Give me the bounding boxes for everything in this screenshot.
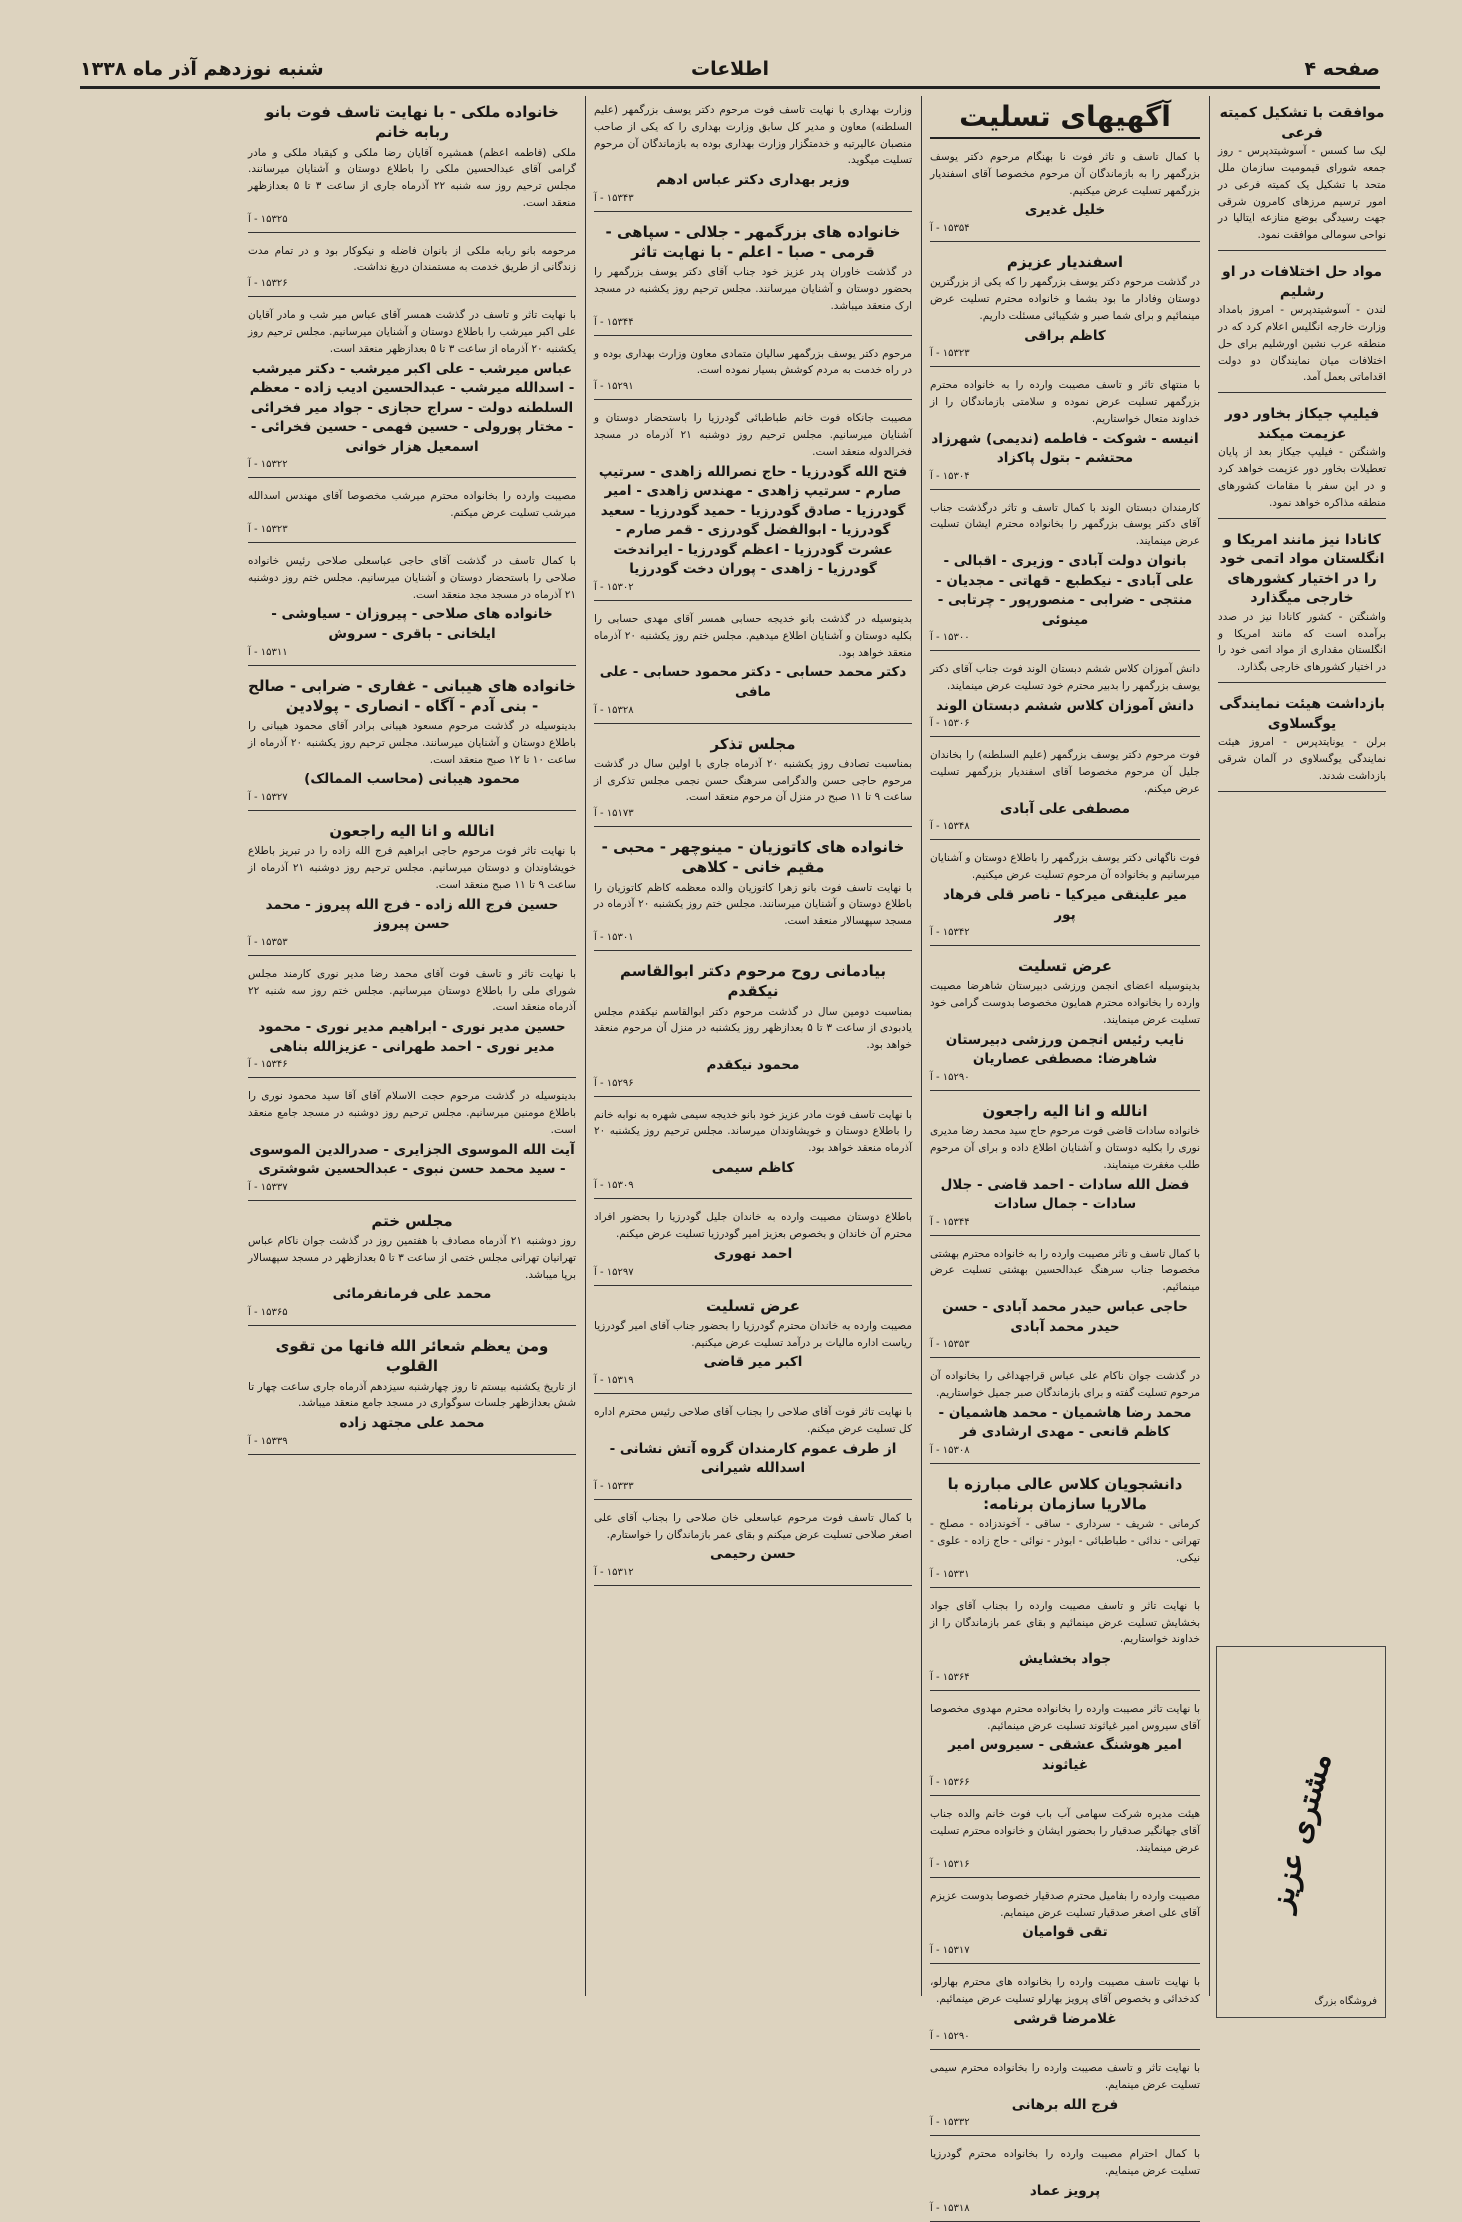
notice-body: با نهایت تاسف فوت بانو زهرا کاتوزیان والده معظمه کاظم کاتوزیان را باطلاع دوستان و آشنایان میرسانند. مجلس ختم روز یکشنبه ۲۰ آذرماه در مسجد سپهسالار منعقد است. (594, 881, 913, 928)
notice-signature: محمد علی مجتهد زاده (339, 1415, 485, 1432)
page-number: صفحه ۴ (1304, 58, 1380, 80)
notice-code: ۱۵۳۰۱ - آ (594, 932, 634, 944)
notice-body: ملکی (فاطمه اعظم) همشیره آقایان رضا ملکی و کیقباد ملکی و مادر گرامی آقای عبدالحسین ملکی را باطلاع دوستان و آشنایان میرسانند. مجلس ترحیم روز سه شنبه ۲۲ آذرماه جاری از ساعت ۳ تا ۵ بعدازظهر منعقد است. (248, 146, 576, 209)
notice-body: بدینوسیله در گذشت مرحوم مسعود هیبانی برادر آقای محمود هیبانی را باطلاع دوستان و آشنایان میرسانند. مجلس ترحیم روز یکشنبه ۲۰ آذرماه از ساعت ۱۰ تا ۱۲ صبح منعقد است. (248, 720, 576, 766)
notice-title: مجلس تذکر (710, 734, 796, 753)
notice-body: در گذشت مرحوم دکتر یوسف بزرگمهر را که یکی از بزرگترین دوستان وفادار ما بود بشما و خانواده محترم تسلیت عرض مینمائیم و برای شما صبر و شکیبائی مسئلت داریم. (930, 276, 1200, 322)
notice-body: با منتهای تاثر و تاسف مصیبت وارده را به خانواده محترم بزرگمهر تسلیت عرض نموده و سلامتی بازماندگان را از خداوند متعال خواستاریم. (930, 379, 1200, 425)
notice-code: ۱۵۳۰۶ - آ (930, 718, 970, 730)
newspaper-name: اطلاعات (690, 58, 770, 80)
condolence-notice (248, 96, 576, 233)
condolence-notice (930, 655, 1200, 737)
notice-body: با نهایت تاثر و تاسف مصیبت وارده را بخانواده محترم سیمی تسلیت عرض مینمایم. (930, 2062, 1200, 2091)
notice-code: ۱۵۳۲۸ - آ (594, 704, 634, 716)
condolence-notice (248, 1082, 576, 1201)
condolence-column-1 (924, 96, 1206, 2215)
notice-signature: محمد علی فرمانفرمائی (332, 1286, 492, 1303)
news-body: لندن - آسوشیتدپرس - امروز بامداد وزارت خارجه انگلیس اعلام کرد که در منطقه عرب نشین اورشلیم برای حل اختلافات میان نمایندگان دو دولت اقداماتی بعمل آمد. (1218, 304, 1386, 384)
notice-body: بمناسبت دومین سال در گذشت مرحوم دکتر ابوالقاسم نیکقدم مجلس یادبودی از ساعت ۳ تا ۵ بعدازظهر روز یکشنبه در منزل آن مرحوم منعقد خواهد بود. (594, 1005, 912, 1052)
notice-title: انالله و انا الیه راجعون (982, 1101, 1148, 1120)
notice-signature: پرویز عماد (1029, 2182, 1101, 2199)
notice-body: کرمانی - شریف - سرداری - ساقی - آخوندزاده - مصلح - تهرانی - ندائی - طباطبائی - ابوذر - نوائی - حاج زاده - علوی - نیکی. (930, 1518, 1200, 1564)
notice-signature: وزیر بهداری دکتر عباس ادهم (656, 172, 850, 189)
notice-code: ۱۵۳۰۴ - آ (930, 470, 970, 482)
condolence-notice (930, 1095, 1200, 1236)
notice-code: ۱۵۳۲۲ - آ (248, 459, 288, 471)
condolence-column-2 (588, 96, 918, 2016)
notice-body: با نهایت تاسف فوت مادر عزیز خود بانو خدیجه سیمی شهره به نوابه خانم را باطلاع دوستان و خویشاوندان میرساند. مجلس ترحیم روز یکشنبه ۲۰ آذرماه منعقد خواهد بود. (594, 1108, 912, 1155)
notice-signature: کاظم براقی (1024, 327, 1106, 344)
notice-signature: میر علینقی میرکیا - ناصر قلی فرهاد پور (942, 887, 1188, 923)
notice-body: باطلاع دوستان مصیبت وارده به خاندان جلیل گودرزیا را بحضور افراد محترم آن خاندان و بخصوص بعزیز امیر گودرزیا تسلیت عرض میکنم. (594, 1211, 912, 1241)
notice-body: فوت ناگهانی دکتر یوسف بزرگمهر را باطلاع دوستان و آشنایان میرسانیم و بخانواده آن مرحوم تسلیت عرض میکنیم. (930, 852, 1200, 882)
notice-body: بدینوسیله در گذشت بانو خدیجه حسابی همسر آقای مهدی حسابی را بکلیه دوستان و آشنایان اطلاع میدهیم. مجلس ختم روز یکشنبه ۲۰ آذرماه منعقد خواهد بود. (594, 613, 912, 659)
notice-body: مصیبت وارده را بفامیل محترم صدقیار خصوصا بدوست عزیزم آقای علی اصغر صدقیار تسلیت عرض مینمایم. (930, 1889, 1200, 1919)
notice-body: با نهایت تاسف مصیبت وارده را بخانواده های محترم بهارلو، کدخدائی و بخصوص آقای پرویز بهارلو تسلیت عرض مینمائیم. (930, 1976, 1200, 2005)
notice-title: اسفندیار عزیزم (1006, 252, 1124, 271)
notice-code: ۱۵۲۹۱ - آ (594, 381, 634, 393)
notice-body: مرحومه بانو ربابه ملکی از بانوان فاضله و نیکوکار بود و در تمام مدت زندگانی از طریق خدمت به مستمندان دریغ نداشت. (248, 244, 576, 274)
condolence-notice (248, 670, 576, 811)
news-item (1218, 523, 1386, 684)
notice-code: ۱۵۳۴۶ - آ (248, 1059, 288, 1071)
notice-body: با کمال تاسف و تاثر فوت نا بهنگام مرحوم دکتر یوسف بزرگمهر را به بازماندگان آن مرحوم مخصوصا آقای اسفندیار بزرگمهر تسلیت عرض میکنیم. (930, 151, 1200, 197)
condolence-notice (248, 1205, 576, 1326)
notice-title: خانواده ملکی - با نهایت تاسف فوت بانو ربابه خانم (265, 103, 559, 142)
notice-body: بمناسبت تصادف روز یکشنبه ۲۰ آذرماه جاری با اولین سال در گذشت مرحوم حاجی حسن والدگرامی سرهنگ حسن نجمی مجلس تذکری از ساعت ۹ تا ۱۱ صبح در منزل آن مرحوم منعقد است. (594, 757, 912, 804)
notice-body: بدینوسیله اعضای انجمن ورزشی دبیرستان شاهرضا مصیبت وارده را بخانواده محترم همایون مخصوصا بدوست گرامی خود تسلیت عرض مینمایند. (930, 980, 1200, 1026)
column-divider (921, 96, 922, 1996)
condolence-notice (930, 844, 1200, 946)
news-title: بازداشت هیئت نمایندگی یوگسلاوی (1218, 696, 1386, 732)
notice-code: ۱۵۳۵۴ - آ (930, 222, 970, 234)
condolence-notice (594, 1398, 912, 1500)
condolence-notice (930, 1240, 1200, 1359)
notice-signature: حسن رحیمی (709, 1546, 797, 1563)
condolence-notice (930, 1882, 1200, 1964)
notice-body: با نهایت تاثر و تاسف فوت آقای محمد رضا مدیر نوری کارمند مجلس شورای ملی را باطلاع دوستان میرسانیم. مجلس ختم روز سه شنبه ۲۲ آذرماه منعقد است. (248, 967, 576, 1014)
notice-body: با کمال تاسف فوت مرحوم عباسعلی خان صلاحی را بجناب آقای علی اصغر صلاحی تسلیت عرض میکنم و بقای عمر بازماندگان را خواستارم. (594, 1511, 912, 1541)
condolence-notice (594, 1290, 912, 1394)
notice-signature: خانواده های صلاحی - پیروزان - سیاوشی - ایلخانی - باقری - سروش (271, 606, 553, 643)
notice-signature: محمود هیبانی (محاسب الممالک) (304, 771, 520, 788)
notice-signature: اکبر میر قاضی (703, 1354, 803, 1371)
notice-title: مجلس ختم (371, 1211, 453, 1230)
notice-body: با نهایت تاثر مصیبت وارده را بخانواده محترم مهدوی مخصوصا آقای سیروس امیر غیاثوند تسلیت عرض مینمائیم. (930, 1702, 1200, 1732)
notice-code: ۱۵۲۹۷ - آ (594, 1266, 634, 1278)
notice-signature: امیر هوشنگ عشقی - سیروس امیر غیاثوند (948, 1737, 1182, 1773)
condolence-notice (594, 1203, 912, 1285)
notice-title: خانواده های بزرگمهر - جلالی - سپاهی - قرمی - صبا - اعلم - با نهایت تاثر (605, 222, 901, 261)
notice-code: ۱۵۳۶۵ - آ (248, 1307, 288, 1319)
condolence-notice (930, 1695, 1200, 1797)
notice-signature: کاظم سیمی (711, 1159, 795, 1176)
notice-body: مصیبت وارده را بخانواده محترم میرشب مخصوصا آقای مهندس اسدالله میرشب تسلیت عرض میکنم. (248, 490, 576, 520)
notice-code: ۱۵۳۴۸ - آ (930, 821, 970, 833)
notice-body: در گذشت جوان ناکام علی عباس قراجهداغی را بخانواده آن مرحوم تسلیت گفته و برای بازماندگان صبر جمیل خواستاریم. (930, 1370, 1200, 1399)
notice-code: ۱۵۳۰۰ - آ (930, 632, 970, 644)
notice-signature: از طرف عموم کارمندان گروه آتش نشانی - اسدالله شیرانی (609, 1440, 897, 1477)
condolence-notice (594, 340, 912, 401)
notice-body: مصیبت جانکاه فوت خانم طباطبائی گودرزیا را باستحضار دوستان و آشنایان میرسانیم. مجلس ترحیم روز دوشنبه ۲۱ آذرماه در مسجد فخرالدوله منعقد است. (594, 412, 912, 458)
notice-code: ۱۵۲۹۰ - آ (930, 2031, 970, 2043)
notice-signature: فرج الله برهانی (1011, 2096, 1119, 2113)
notice-code: ۱۵۳۲۶ - آ (248, 278, 288, 290)
condolence-notice (930, 1362, 1200, 1464)
ad-headline: مشتری عزیز (1263, 1749, 1339, 1915)
notice-signature: آیت الله الموسوی الجزایری - صدرالدین الموسوی - سید محمد حسن نبوی - عبدالحسین شوشتری (249, 1141, 575, 1178)
notice-code: ۱۵۳۳۹ - آ (248, 1435, 288, 1447)
notice-title: انالله و انا الیه راجعون (329, 822, 495, 841)
notice-signature: جواد بخشایش (1018, 1651, 1112, 1668)
notice-code: ۱۵۳۴۴ - آ (930, 1216, 970, 1228)
notice-list (930, 143, 1200, 2222)
notice-body: با کمال احترام مصیبت وارده را بخانواده محترم گودرزیا تسلیت عرض مینمایم. (930, 2148, 1200, 2178)
notice-signature: فتح الله گودرزیا - حاج نصرالله زاهدی - سرتیپ صارم - سرتیپ زاهدی - مهندس زاهدی - امیر گودرزیا - صادق گودرزیا - حمید گودرزیا - سعید گودرزیا - ابوالفضل گودرزی - قمر صارم - عشرت گودرزیا - اعظم گودرزیا - ایراندخت گودرزیا - زاهدی - پوران دخت گودرزیا (598, 463, 908, 578)
notice-signature: دکتر محمد حسابی - دکتر محمود حسابی - علی مافی (599, 664, 907, 700)
notice-title: بیادمانی روح مرحوم دکتر ابوالقاسم نیکقدم (619, 962, 887, 1001)
news-item (1218, 397, 1386, 518)
news-body: برلن - یونایتدپرس - امروز هیئت نمایندگی یوگسلاوی در آلمان شرقی بازداشت شدند. (1218, 736, 1386, 782)
notice-signature: فضل الله سادات - احمد قاضی - جلال سادات - جمال سادات (940, 1176, 1190, 1213)
issue-date: شنبه نوزدهم آذر ماه ۱۳۳۸ (80, 58, 324, 80)
news-title: فیلیپ جیکاز بخاور دور عزیمت میکند (1224, 406, 1380, 442)
notice-code: ۱۵۳۴۳ - آ (594, 192, 634, 204)
condolence-notice (930, 246, 1200, 367)
condolence-notice (594, 728, 912, 828)
condolence-notice (930, 1468, 1200, 1588)
notice-body: هیئت مدیره شرکت سهامی آب باب فوت خانم والده جناب آقای جهانگیر صدقیار را بحضور ایشان و خانواده محترم تسلیت عرض مینمایند. (930, 1808, 1200, 1855)
condolence-notice (594, 96, 912, 212)
condolence-notice (594, 605, 912, 724)
notice-code: ۱۵۳۱۱ - آ (248, 646, 288, 658)
condolence-notice (248, 482, 576, 543)
notice-body: مصیبت وارده به خاندان محترم گودرزیا را بحضور جناب آقای امیر گودرزیا ریاست اداره مالیات بر درآمد تسلیت عرض میکنیم. (594, 1319, 912, 1349)
condolence-notice (930, 2140, 1200, 2222)
notice-signature: دانش آموزان کلاس ششم دبستان الوند (936, 697, 1194, 714)
notice-body: با نهایت تاثر و تاسف در گذشت همسر آقای عباس میر شب و مادر آقایان علی اکبر میرشب را باطلاع دوستان و آشنایان میرسانیم. مجلس ترحیم روز یکشنبه ۲۰ آذرماه از ساعت ۳ تا ۵ بعدازظهر منعقد است. (248, 309, 576, 355)
condolence-column-3 (242, 96, 582, 2016)
condolence-notice (248, 815, 576, 956)
notice-body: در گذشت خاوران پدر عزیز خود جناب آقای دکتر یوسف بزرگمهر را بحضور دوستان و آشنایان میرسانند. مجلس ترحیم روز یکشنبه در مسجد ارک منعقد میباشد. (594, 266, 912, 312)
condolence-notice (930, 1592, 1200, 1691)
notice-code: ۱۵۳۰۸ - آ (930, 1444, 970, 1456)
notice-code: ۱۵۳۲۵ - آ (248, 213, 288, 225)
notice-body: مرحوم دکتر یوسف بزرگمهر سالیان متمادی معاون وزارت بهداری بوده و در راه خدمت به مردم کوشش بسیار نموده است. (594, 347, 912, 377)
notice-signature: احمد نهوری (713, 1246, 793, 1263)
notice-body: با کمال تاسف در گذشت آقای حاجی عباسعلی صلاحی رئیس خانواده صلاحی را باستحضار دوستان و آشنایان میرسانیم. مجلس ختم روز دوشنبه ۲۱ آذرماه در مسجد مجد منعقد است. (248, 555, 576, 601)
notice-title: ومن یعظم شعائر الله فانها من تقوی القلوب (275, 1337, 549, 1376)
notice-signature: بانوان دولت آبادی - وزیری - اقبالی - علی آبادی - نیکطبع - قهاتی - مجدیان - منتجی - ضرابی - منصورپور - چرتابی - مینوئی (936, 553, 1194, 628)
notice-signature: حسین مدیر نوری - ابراهیم مدیر نوری - محمود مدیر نوری - احمد طهرانی - عزیزالله بناهی (258, 1019, 566, 1055)
notice-signature: محمد رضا هاشمیان - محمد هاشمیان - کاظم قانعی - مهدی ارشادی فر (938, 1404, 1192, 1441)
advertisement-box (1216, 1646, 1386, 2018)
notice-title: خانواده های کاتوزیان - مینوچهر - محبی - مقیم خانی - کلاهی (601, 838, 905, 877)
notice-signature: حاجی عباس حیدر محمد آبادی - حسن حیدر محمد آبادی (942, 1299, 1188, 1335)
notice-body: با نهایت تاثر فوت مرحوم حاجی ابراهیم فرج الله زاده را در تبریز باطلاع خویشاوندان و دوستان میرسانیم. مجلس ترحیم روز دوشنبه ۲۱ آذرماه از ساعت ۹ تا ۱۱ صبح منعقد است. (248, 845, 576, 891)
notice-signature: تقی قوامیان (1022, 1924, 1108, 1941)
notice-code: ۱۵۲۹۶ - آ (594, 1077, 634, 1089)
notice-body: با کمال تاسف و تاثر مصیبت وارده را به خانواده محترم بهشتی مخصوصا جناب سرهنگ عبدالحسین بهشتی تسلیت عرض مینمائیم. (930, 1247, 1200, 1294)
condolence-notice (594, 1504, 912, 1586)
page-header (80, 52, 1380, 89)
condolence-notice (594, 955, 912, 1096)
notice-code: ۱۵۳۶۴ - آ (930, 1671, 970, 1683)
news-item (1218, 687, 1386, 792)
condolence-notice (930, 950, 1200, 1091)
notice-code: ۱۵۳۱۹ - آ (594, 1375, 634, 1387)
notice-body: وزارت بهداری با نهایت تاسف فوت مرحوم دکتر یوسف بزرگمهر (علیم السلطنه) معاون و مدیر کل سابق وزارت بهداری را که یکی از صاحب منصبان عالیرتبه و خدمتگزار وزارت بهداری بوده به بازماندگان آن مرحوم تسلیت میگوید. (594, 104, 912, 167)
column-divider (1209, 96, 1210, 1996)
notice-code: ۱۵۳۳۱ - آ (930, 1568, 970, 1580)
notice-code: ۱۵۳۰۹ - آ (594, 1180, 634, 1192)
notice-code: ۱۵۳۵۳ - آ (248, 936, 288, 948)
notice-code: ۱۵۳۴۴ - آ (594, 316, 634, 328)
condolence-notice (930, 1800, 1200, 1877)
notice-code: ۱۵۳۱۸ - آ (930, 2203, 970, 2215)
notice-signature: حسین فرج الله زاده - فرج الله پیروز - محمد حسن پیروز (265, 896, 559, 933)
news-title: مواد حل اختلافات در او رشلیم (1222, 263, 1382, 300)
news-item (1218, 255, 1386, 393)
notice-code: ۱۵۳۲۷ - آ (248, 792, 288, 804)
notice-body: از تاریخ یکشنبه بیستم تا روز چهارشنبه سیزدهم آذرماه جاری ساعت چهار تا شش بعدازظهر جلسات سوگواری در مسجد جامع منعقد میباشد. (248, 1380, 576, 1410)
condolence-notice (594, 216, 912, 336)
notice-body: با نهایت تاثر و تاسف مصیبت وارده را بجناب آقای جواد بخشایش تسلیت عرض مینمائیم و بقای عمر بازماندگان را از خداوند خواستاریم. (930, 1599, 1200, 1646)
notice-title: عرض تسلیت (706, 1296, 800, 1315)
condolence-notice (594, 831, 912, 951)
news-body: واشنگتن - فیلیپ جیکاز بعد از پایان تعطیلات بخاور دور عزیمت خواهد کرد و در این سفر با مقامات کشورهای منطقه مذاکره خواهد نمود. (1218, 446, 1386, 509)
notice-body: بدینوسیله در گذشت مرحوم حجت الاسلام آقای آقا سید محمود نوری را باطلاع مومنین میرسانیم. مجلس ترحیم روز دوشنبه در مسجد جامع منعقد است. (248, 1090, 576, 1136)
news-title: موافقت با تشکیل کمیته فرعی (1219, 105, 1385, 141)
notice-code: ۱۵۳۶۶ - آ (930, 1777, 970, 1789)
column-divider (585, 96, 586, 1996)
news-title: کانادا نیز مانند امریکا و انگلستان مواد اتمی خود را در اختیار کشورهای خارجی میگذارد (1219, 531, 1385, 607)
notice-code: ۱۵۳۲۳ - آ (248, 524, 288, 536)
condolence-notice (248, 1330, 576, 1455)
news-body: لیک سا کسس - آسوشیتدپرس - روز جمعه شورای قیمومیت سازمان ملل متحد با تشکیل یک کمیته فرعی در امور ترسیم مرزهای کامرون شرقی جهت رسیدگی بوضع منازعه ایتالیا در نواحی سومالی موافقت نمود. (1218, 145, 1386, 242)
condolence-notice (248, 547, 576, 666)
notice-signature: مصطفی علی آبادی (999, 800, 1131, 817)
notice-code: ۱۵۳۲۳ - آ (930, 348, 970, 360)
notice-code: ۱۵۱۷۳ - آ (594, 808, 634, 820)
ad-subtext: فروشگاه بزرگ (1314, 1996, 1377, 2007)
notice-body: کارمندان دبستان الوند با کمال تاسف و تاثر درگذشت جناب آقای دکتر یوسف بزرگمهر را بخانواده محترم ایشان تسلیت عرض مینمایند. (930, 501, 1200, 548)
section-title: آگهیهای تسلیت (930, 96, 1200, 139)
condolence-notice (248, 960, 576, 1079)
condolence-notice (594, 1101, 912, 1200)
notice-title: دانشجویان کلاس عالی مبارزه با مالاریا سازمان برنامه: (947, 1474, 1183, 1514)
notice-signature: خلیل غدیری (1024, 202, 1106, 219)
news-item (1218, 96, 1386, 251)
condolence-notice (930, 1968, 1200, 2050)
condolence-notice (930, 371, 1200, 490)
notice-signature: انیسه - شوکت - فاطمه (ندیمی) شهرزاد محتشم - بتول پاکزاد (931, 430, 1199, 467)
condolence-notice (248, 301, 576, 478)
notice-title: خانواده های هیبانی - غفاری - ضرابی - صالح - بنی آدم - آگاه - انصاری - پولادین (248, 676, 576, 715)
notice-code: ۱۵۳۵۳ - آ (930, 1339, 970, 1351)
condolence-notice (930, 494, 1200, 652)
condolence-notice (930, 2054, 1200, 2136)
notice-body: روز دوشنبه ۲۱ آذرماه مصادف با هفتمین روز در گذشت جوان ناکام عباس تهرانیان تهرانی مجلس ختمی از ساعت ۳ تا ۵ بعدازظهر در مسجد سپهسالار برپا میباشد. (248, 1235, 577, 1281)
notice-body: با نهایت تاثر فوت آقای صلاحی را بجناب آقای صلاحی رئیس محترم اداره کل تسلیت عرض میکنم. (594, 1406, 912, 1435)
notice-code: ۱۵۳۰۲ - آ (594, 582, 634, 593)
notice-body: فوت مرحوم دکتر یوسف بزرگمهر (علیم السلطنه) را بخاندان جلیل آن مرحوم مخصوصا آقای اسفندیار بزرگمهر تسلیت عرض میکنم. (930, 749, 1200, 796)
notice-signature: غلامرضا قرشی (1013, 2010, 1117, 2027)
notice-code: ۱۵۳۱۷ - آ (930, 1945, 970, 1957)
condolence-notice (930, 143, 1200, 242)
notice-title: عرض تسلیت (1018, 957, 1112, 976)
news-body: واشنگتن - کشور کانادا نیز در صدد برآمده است که مانند امریکا و انگلستان مقداری از مواد اتمی خود را در اختیار کشورهای خارجی بگذارد. (1218, 610, 1386, 674)
notice-code: ۱۵۳۴۲ - آ (930, 927, 970, 939)
condolence-notice (930, 741, 1200, 840)
notice-body: خانواده سادات قاضی فوت مرحوم حاج سید محمد رضا مدیری نوری را بکلیه دوستان و آشنایان اطلاع داده و برای آن مرحوم طلب مغفرت مینمایند. (930, 1125, 1200, 1171)
notice-code: ۱۵۳۳۳ - آ (594, 1480, 634, 1492)
notice-code: ۱۵۳۳۲ - آ (930, 2117, 970, 2129)
notice-code: ۱۵۳۳۷ - آ (248, 1181, 288, 1193)
notice-code: ۱۵۳۱۲ - آ (594, 1566, 634, 1578)
condolence-notice (248, 237, 576, 298)
notice-signature: محمود نیکقدم (706, 1056, 800, 1073)
notice-code: ۱۵۳۱۶ - آ (930, 1858, 970, 1870)
notice-signature: عباس میرشب - علی اکبر میرشب - دکتر میرشب - اسدالله میرشب - عبدالحسین ادیب زاده - معظم السلطنه دولت - سراج حجازی - جواد میر فخرائی - مختار پورولی - حسین فهمی - حسین فخرائی - اسمعیل هزار خوانی (249, 360, 575, 455)
notice-body: دانش آموزان کلاس ششم دبستان الوند فوت جناب آقای دکتر یوسف بزرگمهر را بدبیر محترم خود تسلیت عرض مینمایند. (930, 663, 1200, 693)
notice-signature: نایب رئیس انجمن ورزشی دبیرستان شاهرضا: مصطفی عصاریان (945, 1031, 1185, 1068)
notice-code: ۱۵۲۹۰ - آ (930, 1071, 970, 1083)
condolence-notice (594, 404, 912, 601)
